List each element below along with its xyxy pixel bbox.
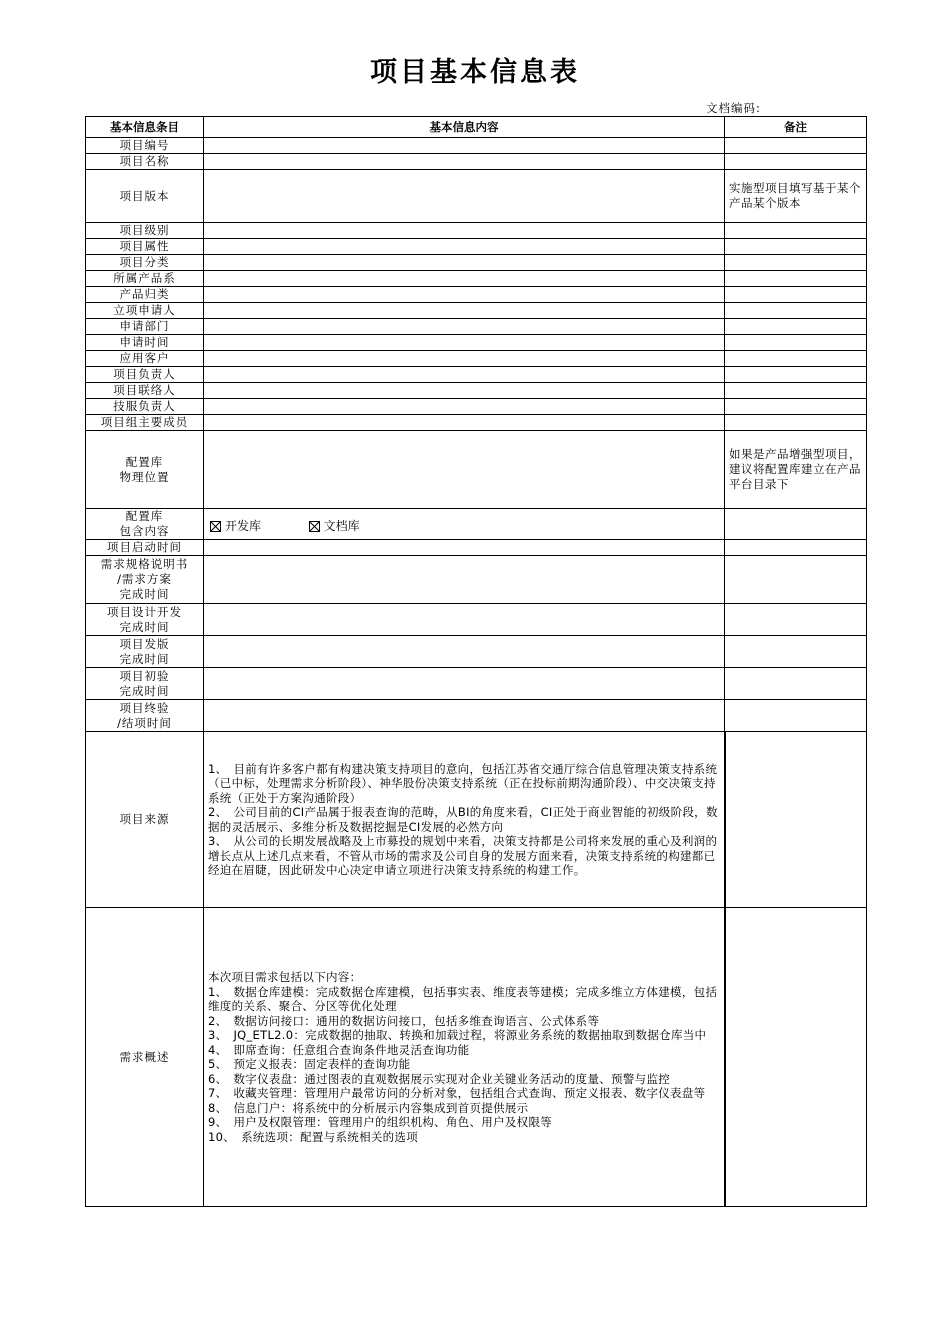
row-label: 技服负责人 [86, 399, 204, 415]
row-label: 项目初验 完成时间 [86, 668, 204, 700]
table-row [86, 383, 867, 399]
table-row [86, 700, 867, 732]
row-remark-cell[interactable] [725, 908, 867, 1207]
row-label: 立项申请人 [86, 303, 204, 319]
row-label: 配置库 物理位置 [86, 431, 204, 509]
row-remark-cell[interactable] [725, 604, 867, 636]
row-content-cell[interactable] [204, 223, 725, 239]
requirements-overview-text[interactable]: 本次项目需求包括以下内容： 1、 数据仓库建模：完成数据仓库建模，包括事实表、维度表等建模；完成多维立方体建模，包括维度的关系、聚合、分区等优化处理 2、 数据访问接口：通用的数据访问接口，包括多维查询语言、公式体系等 3、 JQ_ETL2.0：完成数据的抽取、转换和加载过程，将源业务系统的数据抽取到数据仓库当中 4、 即席查询：任意组合查询条件地灵活查询功能 5、 预定义报表：固定表样的查询功能 6、 数字仪表盘：通过图表的直观数据展示实现对企业关键业务活动的度量、预警与监控 7、 收藏夹管理：管理用户最常访问的分析对象，包括组合式查询、预定义报表、数字仪表盘等 8、 信息门户：将系统中的分析展示内容集成到首页提供展示 9、 用户及权限管理：管理用户的组织机构、角色、用户及权限等 10、 系统选项：配置与系统相关的选项 [204, 908, 725, 1207]
row-content-cell[interactable] [204, 383, 725, 399]
row-label: 所属产品系 [86, 271, 204, 287]
row-content-cell[interactable] [204, 303, 725, 319]
row-label: 项目版本 [86, 170, 204, 223]
row-remark-cell[interactable] [725, 383, 867, 399]
table-row [86, 604, 867, 636]
table-row [86, 351, 867, 367]
table-row [86, 223, 867, 239]
table-row [86, 255, 867, 271]
row-content-cell[interactable] [204, 170, 725, 223]
row-remark-cell[interactable] [725, 700, 867, 732]
row-content-cell[interactable] [204, 700, 725, 732]
row-remark-cell[interactable] [725, 319, 867, 335]
row-remark-cell[interactable] [725, 668, 867, 700]
row-remark-cell[interactable] [725, 556, 867, 604]
table-row [86, 271, 867, 287]
row-label: 项目属性 [86, 239, 204, 255]
row-content-cell[interactable] [204, 287, 725, 303]
table-row [86, 287, 867, 303]
row-remark-cell[interactable] [725, 154, 867, 170]
row-label: 需求概述 [86, 908, 204, 1207]
table-row [86, 556, 867, 604]
row-remark-cell[interactable] [725, 335, 867, 351]
row-label: 项目来源 [86, 732, 204, 908]
header-item: 基本信息条目 [86, 117, 204, 138]
row-remark-cell[interactable] [725, 509, 867, 540]
row-content-cell[interactable] [204, 399, 725, 415]
row-content-cell[interactable] [204, 335, 725, 351]
table-row [86, 636, 867, 668]
row-label: 项目设计开发 完成时间 [86, 604, 204, 636]
row-remark-cell[interactable] [725, 732, 867, 908]
row-content-cell[interactable] [204, 431, 725, 509]
checkbox-label: 开发库 [225, 519, 262, 533]
row-remark-cell[interactable] [725, 415, 867, 431]
row-label: 项目分类 [86, 255, 204, 271]
table-row [86, 335, 867, 351]
row-label: 项目负责人 [86, 367, 204, 383]
row-label: 申请时间 [86, 335, 204, 351]
table-row [86, 732, 867, 908]
project-info-table [85, 116, 867, 1207]
row-remark-cell[interactable] [725, 540, 867, 556]
row-content-cell [204, 509, 725, 540]
row-label: 需求规格说明书 /需求方案 完成时间 [86, 556, 204, 604]
row-content-cell[interactable] [204, 367, 725, 383]
row-remark-cell[interactable] [725, 367, 867, 383]
table-row [86, 154, 867, 170]
row-content-cell[interactable] [204, 239, 725, 255]
row-remark-cell[interactable] [725, 287, 867, 303]
row-label: 项目名称 [86, 154, 204, 170]
row-content-cell[interactable] [204, 604, 725, 636]
table-row [86, 399, 867, 415]
row-label: 项目发版 完成时间 [86, 636, 204, 668]
row-label: 申请部门 [86, 319, 204, 335]
row-remark-cell[interactable] [725, 138, 867, 154]
table-row [86, 239, 867, 255]
header-content: 基本信息内容 [204, 117, 725, 138]
row-label: 项目终验 /结项时间 [86, 700, 204, 732]
row-content-cell[interactable] [204, 351, 725, 367]
table-row [86, 319, 867, 335]
checked-box-icon [210, 521, 221, 532]
row-label: 项目启动时间 [86, 540, 204, 556]
table-header-row [86, 117, 867, 138]
table-row [86, 170, 867, 223]
table-row [86, 540, 867, 556]
row-label: 项目组主要成员 [86, 415, 204, 431]
row-remark-cell[interactable]: 如果是产品增强型项目，建议将配置库建立在产品平台目录下 [725, 431, 867, 509]
checked-box-icon [309, 521, 320, 532]
page-title: 项目基本信息表 [370, 57, 580, 88]
row-label: 应用客户 [86, 351, 204, 367]
row-remark-cell[interactable] [725, 255, 867, 271]
row-remark-cell[interactable] [725, 239, 867, 255]
doc-code-label: 文档编码: [706, 101, 761, 115]
table-row [86, 367, 867, 383]
table-row [86, 908, 867, 1207]
table-row [86, 431, 867, 509]
row-label: 项目级别 [86, 223, 204, 239]
row-remark-cell[interactable] [725, 271, 867, 287]
row-label: 项目联络人 [86, 383, 204, 399]
table-row [86, 138, 867, 154]
row-content-cell[interactable] [204, 636, 725, 668]
row-remark-cell[interactable] [725, 303, 867, 319]
header-remark: 备注 [725, 117, 867, 138]
row-remark-cell[interactable]: 实施型项目填写基于某个产品某个版本 [725, 170, 867, 223]
row-remark-cell[interactable] [725, 399, 867, 415]
row-content-cell[interactable] [204, 319, 725, 335]
row-content-cell[interactable] [204, 271, 725, 287]
table-row [86, 303, 867, 319]
row-content-cell[interactable] [204, 255, 725, 271]
row-remark-cell[interactable] [725, 636, 867, 668]
table-row [86, 668, 867, 700]
checkbox-doc-library[interactable] [309, 519, 360, 534]
table-row [86, 415, 867, 431]
row-label: 配置库 包含内容 [86, 509, 204, 540]
project-source-text[interactable]: 1、 目前有许多客户都有构建决策支持项目的意向，包括江苏省交通厅综合信息管理决策支持系统（已中标，处理需求分析阶段）、神华股份决策支持系统（正在投标前期沟通阶段）、中交决策支持系统（正处于方案沟通阶段） 2、 公司目前的CI产品属于报表查询的范畴，从BI的角度来看，CI正处于商业智能的初级阶段，数据的灵活展示、多维分析及数据挖掘是CI发展的必然方向 3、 从公司的长期发展战略及上市募投的规划中来看，决策支持都是公司将来发展的重心及利润的增长点从上述几点来看，不管从市场的需求及公司自身的发展方面来看，决策支持系统的构建都已经迫在眉睫，因此研发中心决定申请立项进行决策支持系统的构建工作。 [204, 732, 725, 908]
checkbox-label: 文档库 [323, 519, 360, 533]
row-content-cell[interactable] [204, 154, 725, 170]
row-remark-cell[interactable] [725, 223, 867, 239]
row-label: 项目编号 [86, 138, 204, 154]
row-content-cell[interactable] [204, 415, 725, 431]
row-content-cell[interactable] [204, 668, 725, 700]
row-content-cell[interactable] [204, 138, 725, 154]
row-remark-cell[interactable] [725, 351, 867, 367]
row-content-cell[interactable] [204, 540, 725, 556]
table-row [86, 509, 867, 540]
checkbox-dev-library[interactable] [210, 519, 261, 534]
row-content-cell[interactable] [204, 556, 725, 604]
row-label: 产品归类 [86, 287, 204, 303]
